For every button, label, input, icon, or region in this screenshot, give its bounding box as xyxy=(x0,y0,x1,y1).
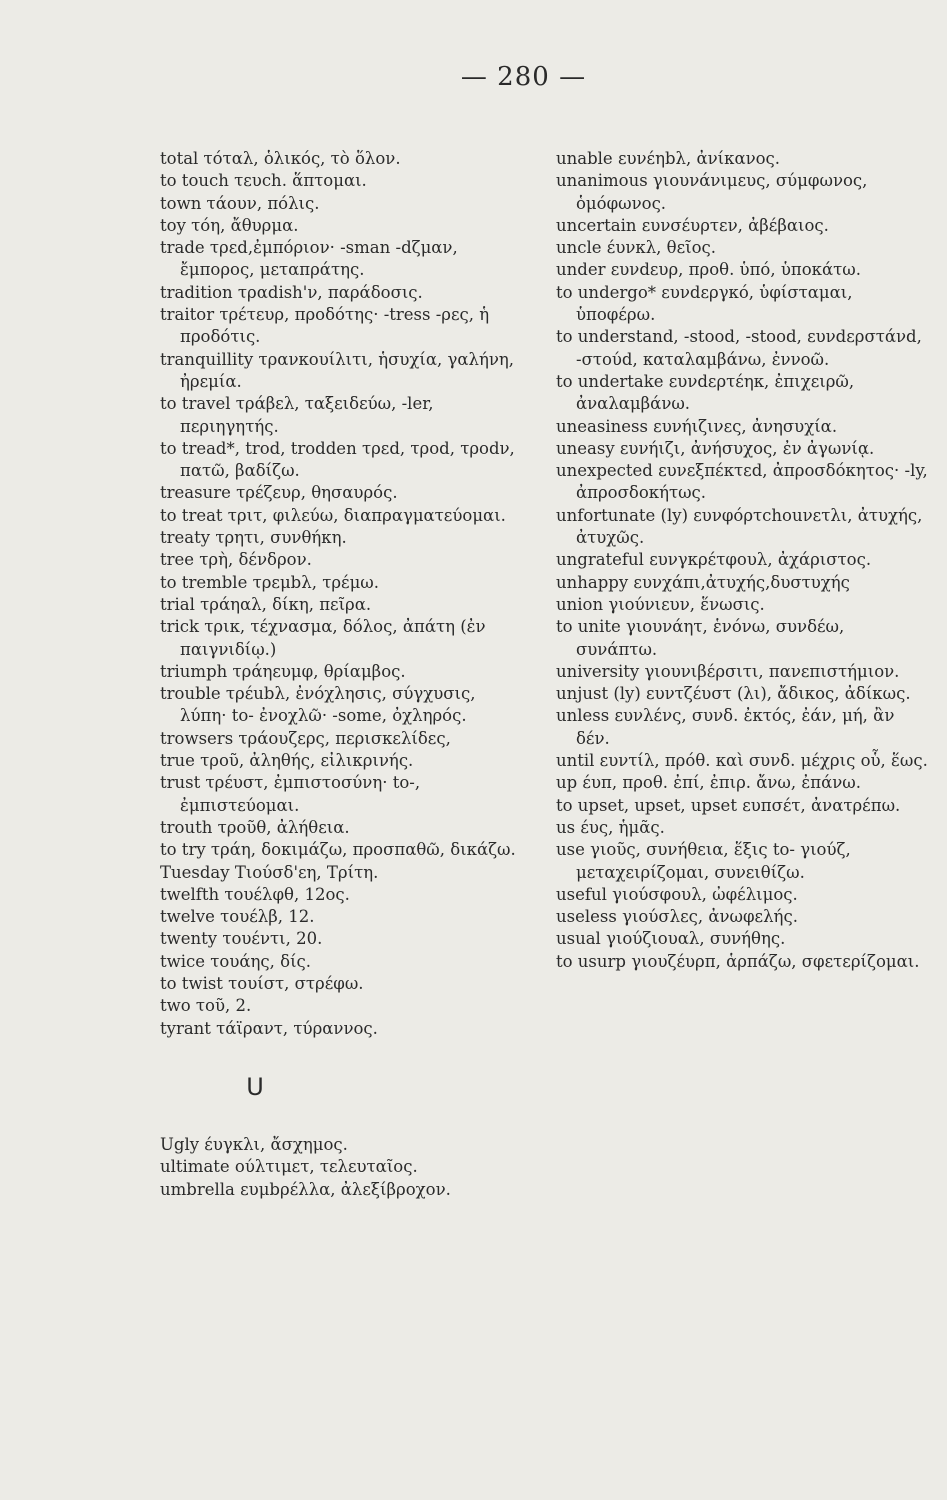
dictionary-entry: to tread*, trod, trodden τρεd, τροd, τροdν, πατῶ, βαδίζω. xyxy=(160,438,515,481)
dictionary-entry: ultimate ούλτιμετ, τελευταῖος. xyxy=(160,1157,418,1177)
dictionary-entry: uncle έυνκλ, θεῖος. xyxy=(556,238,717,258)
dictionary-entry: useless γιούσλες, ἀνωφελής. xyxy=(556,907,798,927)
dictionary-entry: twelfth τουέλφθ, 12ος. xyxy=(160,884,350,904)
dictionary-entry: traitor τρέτευρ, προδότης· -tress -ρες, ἡ προδότις. xyxy=(160,305,490,347)
dictionary-entry: unjust (ly) ευντζέυστ (λι), ἄδικος, ἀδίκως. xyxy=(556,684,911,704)
dictionary-entry: tradition τραdish'ν, παράδοσις. xyxy=(160,282,423,302)
left-column xyxy=(160,148,520,1201)
dictionary-entry: total τόταλ, ὁλικός, τὸ ὅλον. xyxy=(160,149,401,168)
dictionary-entry: unfortunate (ly) ευνφόρτchouνετλι, ἀτυχής, ἀτυχῶς. xyxy=(556,505,923,548)
dictionary-entry: usual γιούζιουαλ, συνήθης. xyxy=(556,929,786,949)
dictionary-entry: use γιοῦς, συνήθεια, ἕξις to- γιούζ, μεταχειρίζομαι, συνειθίζω. xyxy=(556,840,851,882)
dictionary-entry: to usurp γιουζέυρπ, ἁρπάζω, σφετερίζομαι. xyxy=(556,951,920,971)
dictionary-entry: to touch τευch. ἅπτομαι. xyxy=(160,171,367,191)
dictionary-entry: trade τρεd,ἐμπόριον· -sman -dζμαν, ἔμπορος, μεταπράτης. xyxy=(160,238,458,280)
dictionary-entry: treaty τρητι, συνθήκη. xyxy=(160,528,347,548)
dictionary-entry: to upset, upset, upset ευπσέτ, ἀνατρέπω. xyxy=(556,795,901,815)
dictionary-entry: to tremble τρεμbλ, τρέμω. xyxy=(160,572,379,592)
dictionary-entry: twelve τουέλβ, 12. xyxy=(160,907,315,927)
left-entries-after xyxy=(160,1134,520,1201)
dictionary-entry: two τοῦ, 2. xyxy=(160,996,252,1016)
dictionary-entry: trick τρικ, τέχνασμα, δόλος, ἀπάτη (ἐν παιγνιδίῳ.) xyxy=(160,617,486,659)
page-number: — 280 — xyxy=(460,62,587,92)
dictionary-entry: treasure τρέζευρ, θησαυρός. xyxy=(160,483,398,503)
dictionary-entry: unhappy ευνχάπι,ἀτυχής,δυστυχής xyxy=(556,572,850,592)
section-letter: U xyxy=(246,1072,264,1101)
dictionary-entry: up έυπ, προθ. ἐπί, ἐπιρ. ἄνω, ἐπάνω. xyxy=(556,773,861,793)
dictionary-entry: to undertake ευνdερτέηκ, ἐπιχειρῶ, ἀναλαμβάνω. xyxy=(556,371,855,414)
dictionary-entry: ungrateful ευνγκρέτφουλ, ἀχάριστος. xyxy=(556,550,872,570)
dictionary-entry: twenty τουέντι, 20. xyxy=(160,929,323,949)
dictionary-entry: union γιούνιευν, ἕνωσις. xyxy=(556,594,765,614)
dictionary-entry: tree τρὴ, δένδρον. xyxy=(160,550,312,570)
dictionary-entry: unexpected ευνεξπέκτεd, ἀπροσδόκητος· -ly, ἀπροσδοκήτως. xyxy=(556,461,928,503)
dictionary-entry: university γιουνιβέρσιτι, πανεπιστήμιον. xyxy=(556,661,900,681)
dictionary-entry: trust τρέυστ, ἐμπιστοσύνη· to-, ἐμπιστεύομαι. xyxy=(160,773,421,815)
dictionary-entry: town τάουν, πόλις. xyxy=(160,193,320,213)
dictionary-entry: to unite γιουνάητ, ἑνόνω, συνδέω, συνάπτω. xyxy=(556,617,845,659)
dictionary-entry: to twist τουίστ, στρέφω. xyxy=(160,973,364,993)
dictionary-entry: Tuesday Τιούσδ'εη, Τρίτη. xyxy=(160,862,379,882)
dictionary-entry: to try τράη, δοκιμάζω, προσπαθῶ, δικάζω. xyxy=(160,840,516,860)
left-entries-before xyxy=(160,148,520,1040)
dictionary-entry: true τροῦ, ἀληθής, εἰλικρινής. xyxy=(160,751,414,771)
dictionary-entry: unanimous γιουνάνιμευς, σύμφωνος, ὁμόφωνος. xyxy=(556,171,868,213)
dictionary-entry: to understand, -stood, -stood, ευνdερστάνd, -στούd, καταλαμβάνω, ἐννοῶ. xyxy=(556,327,922,369)
dictionary-entry: Ugly έυγκλι, ἄσχημος. xyxy=(160,1135,348,1155)
dictionary-entry: to treat τριτ, φιλεύω, διαπραγματεύομαι. xyxy=(160,505,506,525)
dictionary-entry: trouble τρέubλ, ἐνόχλησις, σύγχυσις, λύπη· to- ἐνοχλῶ· -some, ὀχληρός. xyxy=(160,684,476,726)
dictionary-entry: umbrella ευμbρέλλα, ἀλεξίβροχον. xyxy=(160,1179,451,1199)
dictionary-entry: uneasy ευνήιζι, ἀνήσυχος, ἐν ἀγωνίᾳ. xyxy=(556,438,875,458)
dictionary-entry: trial τράηαλ, δίκη, πεῖρα. xyxy=(160,594,372,614)
dictionary-entry: toy τόη, ἄθυρμα. xyxy=(160,215,299,235)
dictionary-entry: until ευντίλ, πρόθ. καὶ συνδ. μέχρις οὗ, ἕως. xyxy=(556,751,928,771)
right-column xyxy=(556,148,928,973)
dictionary-entry: tyrant τάϊραντ, τύραννος. xyxy=(160,1018,378,1038)
dictionary-entry: to undergo* ευνdεργκό, ὑφίσταμαι, ὑποφέρω. xyxy=(556,282,853,325)
dictionary-entry: trowsers τράουζερς, περισκελίδες, xyxy=(160,728,451,748)
dictionary-entry: uncertain ευνσέυρτεν, ἀβέβαιος. xyxy=(556,215,829,235)
dictionary-entry: unless ευνλένς, συνδ. ἐκτός, ἐάν, μή, ἂν δέν. xyxy=(556,706,895,748)
dictionary-entry: tranquillity τρανκουίλιτι, ἡσυχία, γαλήνη, ἠρεμία. xyxy=(160,349,515,391)
dictionary-entry: useful γιούσφουλ, ὠφέλιμος. xyxy=(556,884,798,904)
dictionary-entry: us έυς, ἡμᾶς. xyxy=(556,817,665,837)
dictionary-entry: under ευνdευρ, προθ. ὑπό, ὑποκάτω. xyxy=(556,260,861,280)
dictionary-entry: to travel τράβελ, ταξειδεύω, -ler, περιηγητής. xyxy=(160,394,434,436)
dictionary-entry: twice τουάης, δίς. xyxy=(160,951,312,971)
dictionary-entry: uneasiness ευνήιζινες, ἀνησυχία. xyxy=(556,416,838,436)
dictionary-entry: triumph τράηευμφ, θρίαμβος. xyxy=(160,661,406,681)
dictionary-entry: trouth τροῦθ, ἀλήθεια. xyxy=(160,817,350,837)
dictionary-entry: unable ευνέηbλ, ἀνίκανος. xyxy=(556,149,781,168)
